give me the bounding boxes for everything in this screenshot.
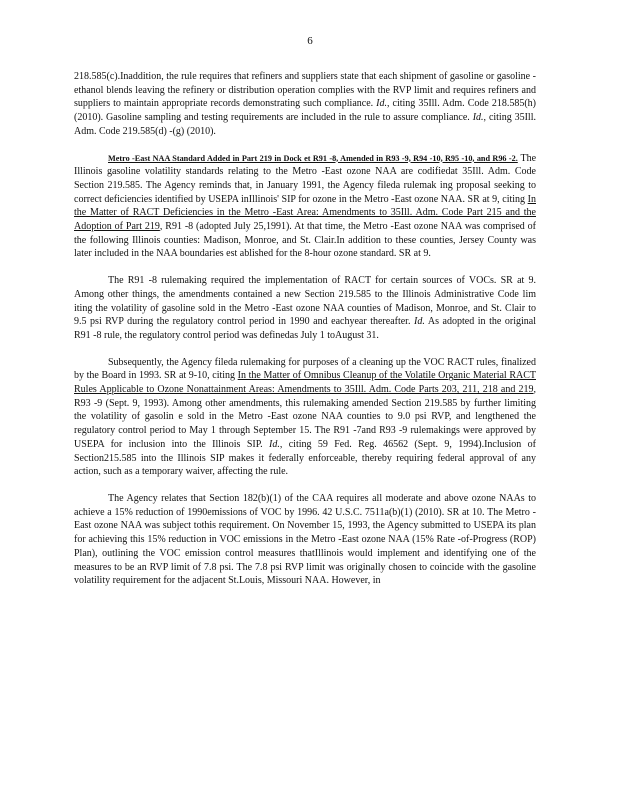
page-number: 6 — [307, 35, 313, 47]
text-run: The R91 -8 rulemaking required the implementation of RACT for certain sources of VOCs. SR at 9. Among other things, the amendments contained a new Section 219.585 to the Illinois Administrative Code lim iting the volatility of gasoline sold in the Metro -East ozone NAA counties of Madison, Monroe, and St. Clair to 9.5 psi RVP during the regulatory control period in 1990 and eachyear thereafter. — [74, 275, 536, 328]
text-run: , R93 -9 (Sept. 9, 1993). Among other amendments, this rulemaking amended Section 219.585 by further limiting the volatility of gasolin e sold in the Metro -East ozone NAA counties to 9.0 psi RVP, and lengthened the regulatory control period to May 1 through September 15. The R91 -7and R93 -9 rulemakings were approved by USEPA for inclusion into the Illinois SIP. — [74, 384, 536, 450]
body-text — [74, 70, 536, 601]
text-run: , citing 59 Fed. Reg. 46562 (Sept. 9, 1994).Inclusion of Section215.585 into the Illinois SIP makes it federally enforceable, thereby requiring federal approval of any action, such as a temporary waiver, affecting the rule. — [74, 438, 537, 478]
case-citation: In the Matter of Omnibus Cleanup of the Volatile Organic Material RACT Rules Applicable to Ozone Nonattainment Areas: Amendments to 35Ill. Adm. Code Parts 203, 211, 218 and 219 — [74, 370, 536, 396]
text-run: 218.585(c).Inaddition, the rule requires that refiners and suppliers state that each shipment of gasoline or gasoline -ethanol blends leaving the refinery or distribution operation complies with the RVP limit and requires refiners and suppliers to maintain appropriate records demonstrating such compliance. — [74, 71, 536, 110]
citation-id: Id. — [414, 316, 425, 328]
text-run: The Illinois gasoline volatility standards relating to the Metro -East ozone NAA are codifiedat 35Ill. Adm. Code Section 219.585. The Agency reminds that, in January 1991, the Agency fileda rulemak ing proposal seeking to correct deficiencies identified by USEPA inIllinois' SIP for ozone in the Metro -East ozone NAA. SR at 9, citing — [74, 152, 537, 205]
paragraph-3 — [74, 274, 536, 343]
citation-id: Id. — [376, 98, 387, 110]
paragraph-5 — [74, 492, 536, 588]
text-run: As adopted in the original R91 -8 rule, the regulatory control period was definedas July 1 toAugust 31. — [74, 316, 536, 341]
citation-id: Id. — [472, 112, 484, 124]
text-run: Subsequently, the Agency fileda rulemaking for purposes of a cleaning up the VOC RACT rules, finalized by the Board in 1993. SR at 9-10, citing — [74, 356, 536, 382]
text-run: , R91 -8 (adopted July 25,1991). At that time, the Metro -East ozone NAA was comprised of the following Illinois counties: Madison, Monroe, and St. Clair.In addition to these counties, Jersey County was later included in the NAA boundaries est ablished for the 8-hour ozone standard. SR at 9. — [74, 221, 537, 260]
paragraph-2 — [74, 152, 536, 262]
citation-id: Id. — [269, 438, 280, 450]
text-run: , citing 35Ill. Adm. Code 219.585(d) -(g) (2010). — [74, 112, 536, 137]
section-heading: Metro -East NAA Standard Added in Part 219 in Dock et R91 -8, Amended in R93 -9, R94 -10, R95 -10, and R96 -2. — [108, 153, 518, 163]
paragraph-4 — [74, 356, 536, 479]
text-run: , citing 35Ill. Adm. Code 218.585(h) (2010). Gasoline sampling and testing requirements are included in the rule to assure compliance. — [74, 98, 536, 124]
paragraph-1 — [74, 70, 536, 139]
case-citation: In the Matter of RACT Deficiencies in the Metro -East Area: Amendments to 35Ill. Adm. Code Part 215 and the Adoption of Part 219 — [74, 193, 536, 233]
text-run: The Agency relates that Section 182(b)(1) of the CAA requires all moderate and above ozone NAAs to achieve a 15% reduction of 1990emissions of VOC by 1996. 42 U.S.C. 7511a(b)(1) (2010). SR at 10. The Metro -East ozone NAA was subject tothis requirement. On November 15, 1993, the Agency submitted to USEPA its plan for achieving this 15% reduction in VOC emissions in the Metro -East ozone NAA (15% Rate -of-Progress (ROP) Plan), outlining the VOC emission control measures thatIllinois would implement and identifying one of the measures to be an RVP limit of 7.8 psi. The 7.8 psi RVP limit was originally chosen to coincide with the gasoline volatility requirement for the adjacent St.Louis, Missouri NAA. However, in — [74, 492, 536, 587]
